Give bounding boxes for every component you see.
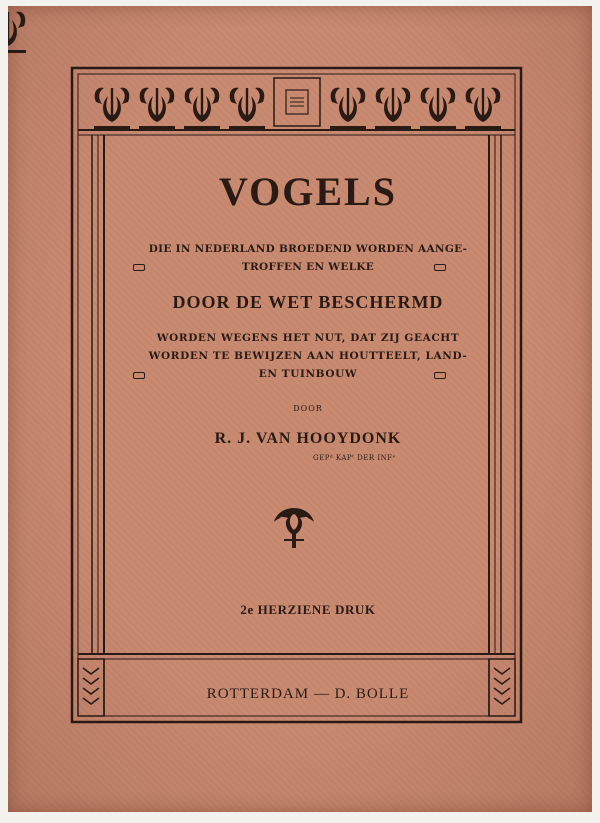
subtitle-line: EN TUINBOUW	[258, 368, 358, 380]
subtitle-line: DIE IN NEDERLAND BROEDEND WORDEN AANGE-	[148, 243, 468, 255]
dash-ornament	[133, 372, 145, 379]
dash-ornament	[133, 264, 145, 271]
book-title: VOGELS	[219, 169, 397, 214]
author-name: R. J. VAN HOOYDONK	[214, 430, 402, 447]
publisher-label: ROTTERDAM — D. BOLLE	[206, 686, 410, 702]
subtitle-part1	[138, 240, 478, 276]
subtitle-part2	[138, 329, 478, 383]
subtitle-line: WORDEN WEGENS HET NUT, DAT ZIJ GEACHT	[156, 332, 460, 344]
dash-ornament	[434, 372, 446, 379]
art-nouveau-leaf-ornament	[8, 12, 26, 53]
tulip-emblem-icon	[270, 504, 318, 552]
book-cover	[8, 6, 592, 812]
author-rank: GEPᵈ KAPᵗ DER INFᵉ	[313, 454, 396, 462]
subtitle-line: TROFFEN EN WELKE	[241, 261, 375, 273]
subtitle-line: WORDEN TE BEWIJZEN AAN HOUTTEELT, LAND-	[148, 350, 468, 362]
dash-ornament	[434, 264, 446, 271]
subtitle-heading: DOOR DE WET BESCHERMD	[172, 292, 444, 312]
by-label: DOOR	[293, 404, 323, 413]
edition-label: 2e HERZIENE DRUK	[240, 602, 376, 617]
